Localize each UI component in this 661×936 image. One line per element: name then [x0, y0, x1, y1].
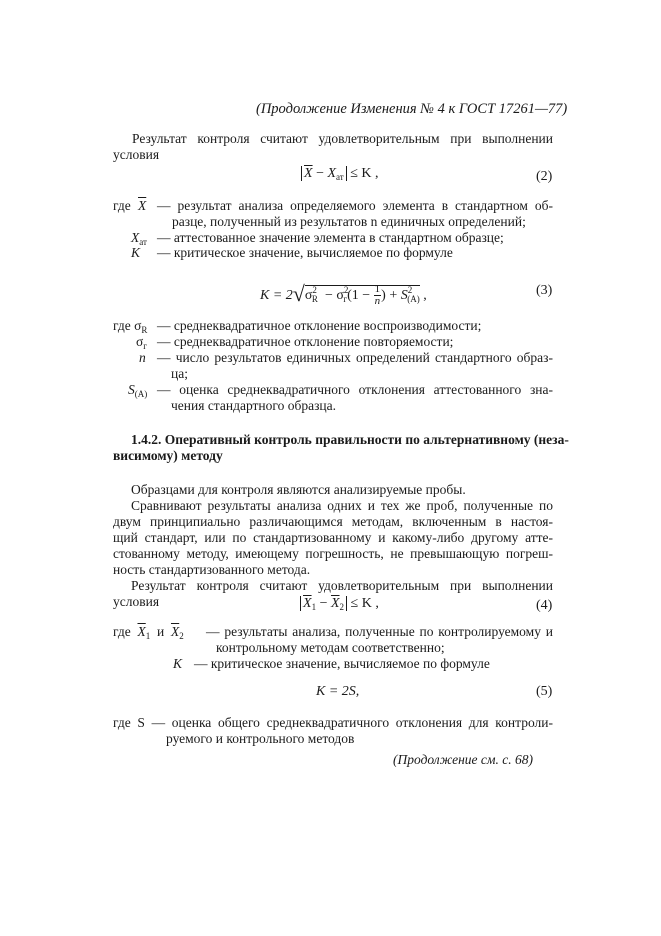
defs4-k-text: — критическое значение, вычисляемое по формуле	[194, 656, 490, 671]
defs3-sa-symbol: $S_{(A)}$	[128, 382, 148, 399]
equation-4: $\overline{X}_1 - \overline{X}_2 \le K$ ,	[300, 596, 379, 612]
equation-4-number: (4)	[536, 598, 553, 613]
defs3-sg-text: — среднеквадратичное отклонение повторяемости;	[157, 334, 454, 349]
equation-2: $\overline{X} - X_{ат} \le K$ ,	[301, 166, 379, 182]
equation-2-number: (2)	[536, 169, 553, 184]
defs3-sa-line2: чения стандартного образца.	[171, 398, 337, 413]
defs3-n-line1: — число результатов единичных определений стандартного образ-	[157, 350, 553, 365]
defs5-line1: где S — оценка общего среднеквадратичного отклонения для контроли-	[113, 715, 553, 730]
continuation-footer: (Продолжение см. с. 68)	[393, 752, 533, 767]
defs2-xat-symbol: $X_{ат}$	[131, 230, 147, 247]
continuation-header: (Продолжение Изменения № 4 к ГОСТ 17261—77)	[256, 101, 568, 117]
paragraph-condition-line1: Результат контроля считают удовлетворительным при выполнении	[132, 131, 553, 146]
defs3-sg-symbol: $\sigma_г$	[136, 334, 147, 351]
defs2-where: где	[113, 198, 131, 213]
paragraph-condition2-line2: условия	[113, 594, 160, 609]
defs2-x-line2: разце, полученный из результатов n единичных определений;	[172, 214, 526, 229]
equation-4-rhs: ≤ K ,	[350, 596, 379, 611]
equation-3-number: (3)	[536, 283, 553, 298]
paragraph-condition2-line1: Результат контроля считают удовлетворительным при выполнении	[131, 578, 553, 593]
section-heading-line1: 1.4.2. Оперативный контроль правильности по альтернативному (неза-	[131, 432, 569, 447]
defs2-xat-text: — аттестованное значение элемента в стандартном образце;	[157, 230, 504, 245]
paragraph-condition-line2: условия	[113, 147, 160, 162]
equation-2-rhs: ≤ K ,	[350, 166, 379, 181]
defs2-x-symbol: $\overline{X}$	[138, 198, 147, 213]
section-heading-line2: висимому) методу	[113, 448, 223, 463]
equation-3-lhs: K = 2	[260, 288, 293, 303]
defs4-k-symbol: K	[173, 656, 183, 671]
defs3-sr-symbol: где $\sigma_R$	[113, 318, 148, 335]
defs2-x-line1: — результат анализа определяемого элемента в стандартном об-	[157, 198, 553, 213]
equation-3: $K = 2√\sigma^2_R - \sigma^2_г(1$ − $\frac{1}{n}$ ) + $S^2_{(A)}$ ,	[260, 281, 427, 308]
defs3-sr-text: — среднеквадратичное отклонение воспроизводимости;	[157, 318, 482, 333]
defs2-k-symbol: K	[131, 245, 141, 260]
defs4-line2: контрольному методам соответственно;	[216, 640, 445, 655]
defs4-line1: — результаты анализа, полученные по контролируемому и	[206, 624, 553, 639]
paragraph-compare-line5: ность стандартизованного метода.	[113, 562, 311, 577]
paragraph-compare-line2: двум принципиально различающимся методам, включенным в настоя-	[113, 514, 553, 529]
equation-5-number: (5)	[536, 684, 553, 699]
defs3-n-symbol: n	[139, 350, 146, 365]
paragraph-compare-line1: Сравнивают результаты анализа одних и тех же проб, полученные по	[131, 498, 553, 513]
defs3-n-line2: ца;	[171, 366, 188, 381]
paragraph-samples: Образцами для контроля являются анализируемые пробы.	[131, 482, 466, 497]
paragraph-compare-line4: стованному методу, имеющему погрешность, не превышающую погреш-	[113, 546, 553, 561]
equation-5: K = 2S,	[316, 684, 360, 699]
paragraph-compare-line3: щий стандарт, или по стандартизованному и какому-либо другому атте-	[113, 530, 553, 545]
defs2-k-text: — критическое значение, вычисляемое по формуле	[157, 245, 453, 260]
defs3-sa-line1: — оценка среднеквадратичного отклонения аттестованного зна-	[157, 382, 553, 397]
defs4-where: где $\overline{X}_1$ и $\overline{X}_2$	[113, 624, 184, 641]
defs5-line2: руемого и контрольного методов	[166, 731, 355, 746]
